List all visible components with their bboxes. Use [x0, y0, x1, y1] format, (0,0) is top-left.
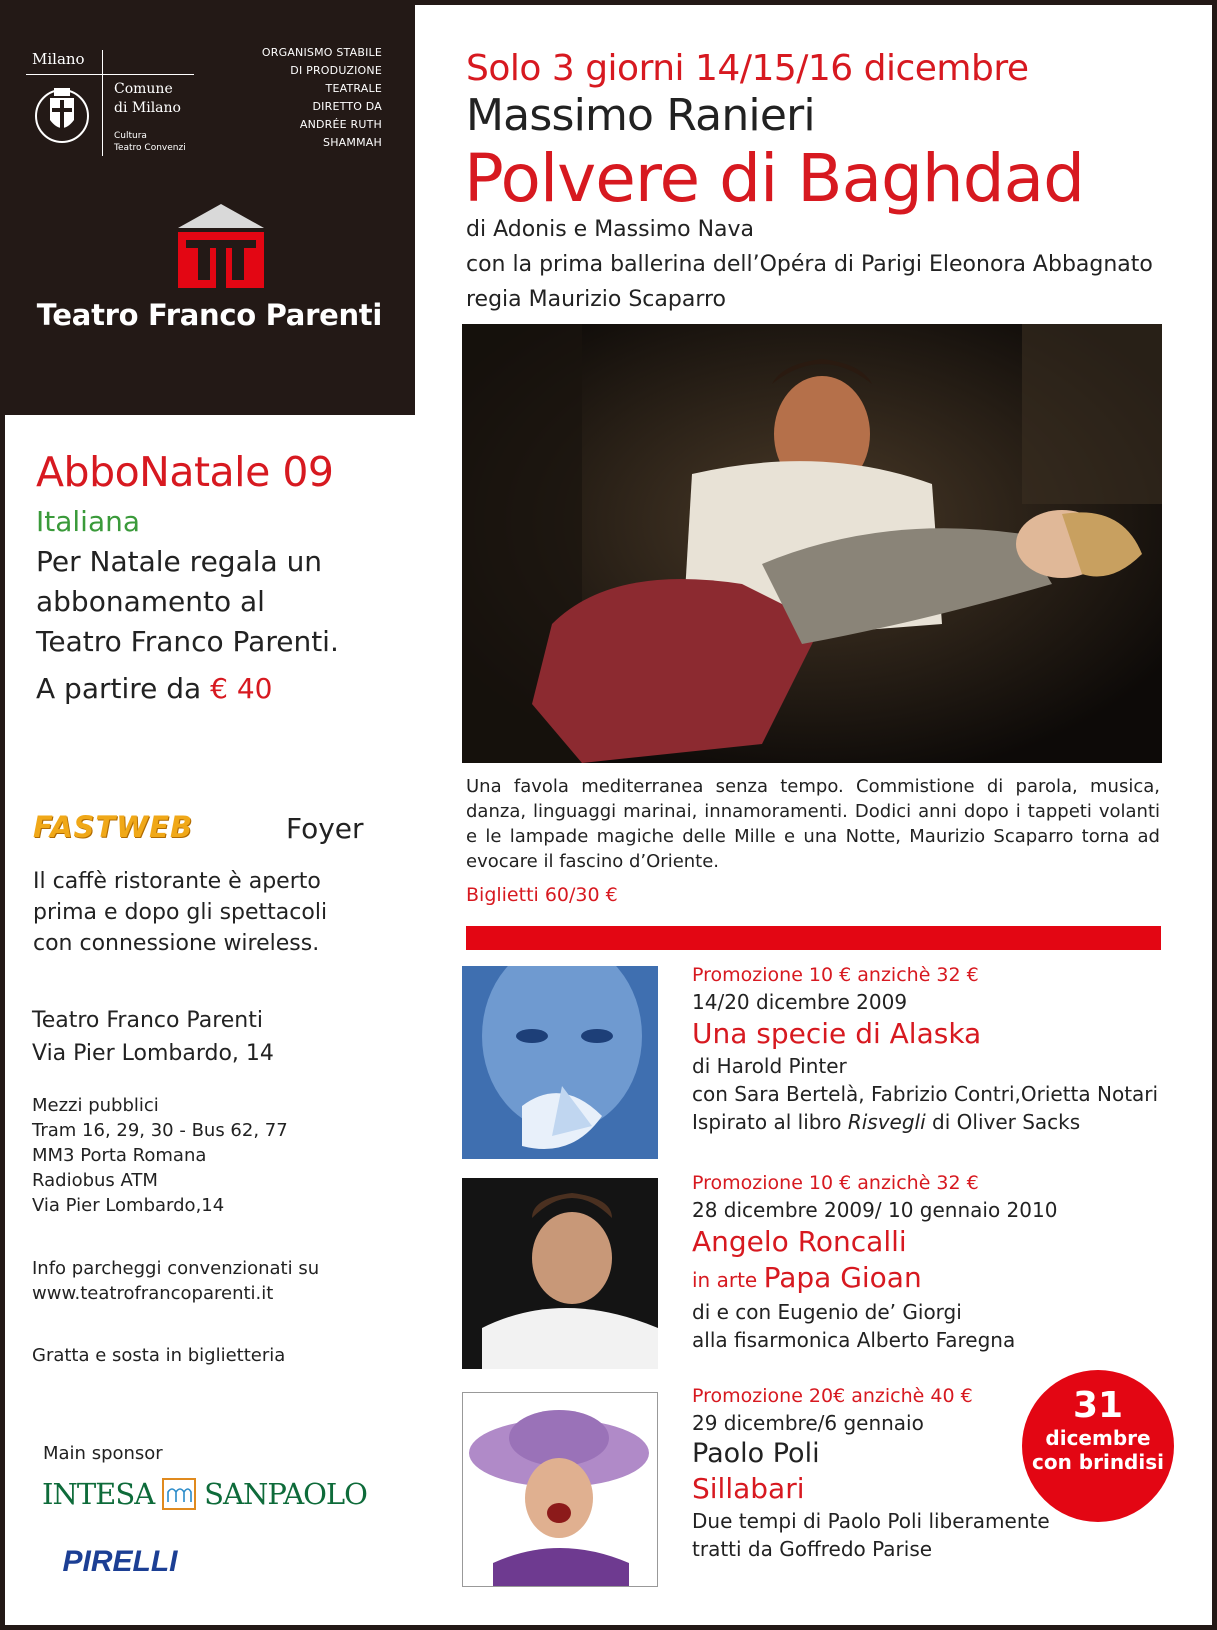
- promo-line: alla fisarmonica Alberto Faregna: [692, 1328, 1016, 1352]
- transport-line: MM3 Porta Romana: [32, 1145, 207, 1166]
- promo-price: Promozione 10 € anzichè 32 €: [692, 964, 979, 986]
- fastweb-body-line: con connessione wireless.: [33, 931, 320, 956]
- badge-line: dicembre: [1045, 1426, 1151, 1450]
- promo-price: Promozione 20€ anzichè 40 €: [692, 1385, 973, 1407]
- subtitle-text: Papa Gioan: [763, 1261, 922, 1294]
- inspired-book: Risvegli: [847, 1110, 926, 1134]
- promo-dates: 28 dicembre 2009/ 10 gennaio 2010: [692, 1198, 1058, 1222]
- fastweb-logo: FASTWEB: [33, 810, 194, 844]
- transport-line: Radiobus ATM: [32, 1170, 158, 1191]
- cultura-line: Cultura: [114, 131, 147, 141]
- badge-number: 31: [1072, 1385, 1124, 1426]
- gratta-sosta: Gratta e sosta in biglietteria: [32, 1345, 286, 1366]
- pirelli-text: PIRELLI: [62, 1545, 178, 1577]
- address-line: Via Pier Lombardo, 14: [32, 1041, 274, 1066]
- sponsor-label: Main sponsor: [43, 1443, 163, 1464]
- organismo-line: DI PRODUZIONE: [290, 64, 382, 77]
- fastweb-foyer: Foyer: [286, 812, 364, 845]
- show-description: Una favola mediterranea senza tempo. Commistione di parola, musica, danza, linguaggi marinai, innamoramenti. Dodici anni dopo i tappeti volanti e le lampade magiche delle Mille e una Notte, Maurizio Scaparro torna ad evocare il fascino d’Oriente.: [466, 776, 1160, 872]
- promo-line: di Harold Pinter: [692, 1054, 847, 1078]
- show-actor: Massimo Ranieri: [466, 90, 815, 141]
- promo-line: con Sara Bertelà, Fabrizio Contri,Orietta Notari: [692, 1082, 1159, 1106]
- sanpaolo-word: SANPAOLO: [204, 1477, 367, 1511]
- promo-line: di e con Eugenio de’ Giorgi: [692, 1300, 962, 1324]
- price-prefix: A partire da: [36, 672, 211, 705]
- abbo-title: AbboNatale 09: [36, 448, 334, 496]
- website-link[interactable]: www.teatrofrancoparenti.it: [32, 1283, 274, 1304]
- inspired-suffix: di Oliver Sacks: [925, 1110, 1081, 1134]
- organismo-line: ANDRÉE RUTH: [299, 118, 382, 131]
- teatro-convenzi-line: Teatro Convenzi: [114, 143, 186, 153]
- parking-line: Info parcheggi convenzionati su: [32, 1258, 320, 1279]
- transport-line: Mezzi pubblici: [32, 1095, 159, 1116]
- promo-line: tratti da Goffredo Parise: [692, 1537, 933, 1561]
- badge-line: con brindisi: [1031, 1450, 1164, 1474]
- organismo-line: SHAMMAH: [323, 136, 382, 149]
- address-line: Teatro Franco Parenti: [32, 1008, 263, 1033]
- promo-title: Una specie di Alaska: [692, 1017, 982, 1050]
- comune-line: Comune: [114, 81, 173, 97]
- subtitle-prefix: in arte: [692, 1268, 764, 1292]
- transport-line: Via Pier Lombardo,14: [32, 1195, 225, 1216]
- transport-line: Tram 16, 29, 30 - Bus 62, 77: [32, 1120, 288, 1141]
- abbo-subtitle: Italiana: [36, 505, 141, 538]
- inspired-prefix: Ispirato al libro: [692, 1110, 848, 1134]
- abbo-body-line: abbonamento al: [36, 585, 265, 618]
- organismo-line: TEATRALE: [325, 82, 382, 95]
- abbo-body-line: Teatro Franco Parenti.: [36, 625, 339, 658]
- theatre-name: Teatro Franco Parenti: [36, 298, 382, 332]
- show-tickets: Biglietti 60/30 €: [466, 884, 618, 906]
- promo-dates: 29 dicembre/6 gennaio: [692, 1411, 924, 1435]
- show-dates: Solo 3 giorni 14/15/16 dicembre: [466, 48, 1029, 89]
- credit-line: di Adonis e Massimo Nava: [466, 217, 755, 242]
- promo-line: Due tempi di Paolo Poli liberamente: [692, 1509, 1050, 1533]
- promo-title: Angelo Roncalli: [692, 1225, 907, 1258]
- price-value: € 40: [210, 672, 273, 705]
- intesa-word: INTESA: [42, 1477, 155, 1511]
- fastweb-body-line: Il caffè ristorante è aperto: [33, 869, 321, 894]
- credit-line: regia Maurizio Scaparro: [466, 287, 726, 312]
- abbo-body-line: Per Natale regala un: [36, 545, 323, 578]
- di-milano-line: di Milano: [114, 100, 181, 116]
- promo-price: Promozione 10 € anzichè 32 €: [692, 1172, 979, 1194]
- organismo-line: ORGANISMO STABILE: [261, 46, 382, 59]
- milano-label: Milano: [32, 50, 85, 68]
- promo-title: Sillabari: [692, 1472, 805, 1505]
- promo-dates: 14/20 dicembre 2009: [692, 990, 908, 1014]
- organismo-line: DIRETTO DA: [312, 100, 382, 113]
- credit-line: con la prima ballerina dell’Opéra di Parigi Eleonora Abbagnato: [466, 252, 1153, 277]
- show-title: Polvere di Baghdad: [464, 140, 1084, 217]
- fastweb-body-line: prima e dopo gli spettacoli: [33, 900, 328, 925]
- promo-author: Paolo Poli: [692, 1438, 820, 1469]
